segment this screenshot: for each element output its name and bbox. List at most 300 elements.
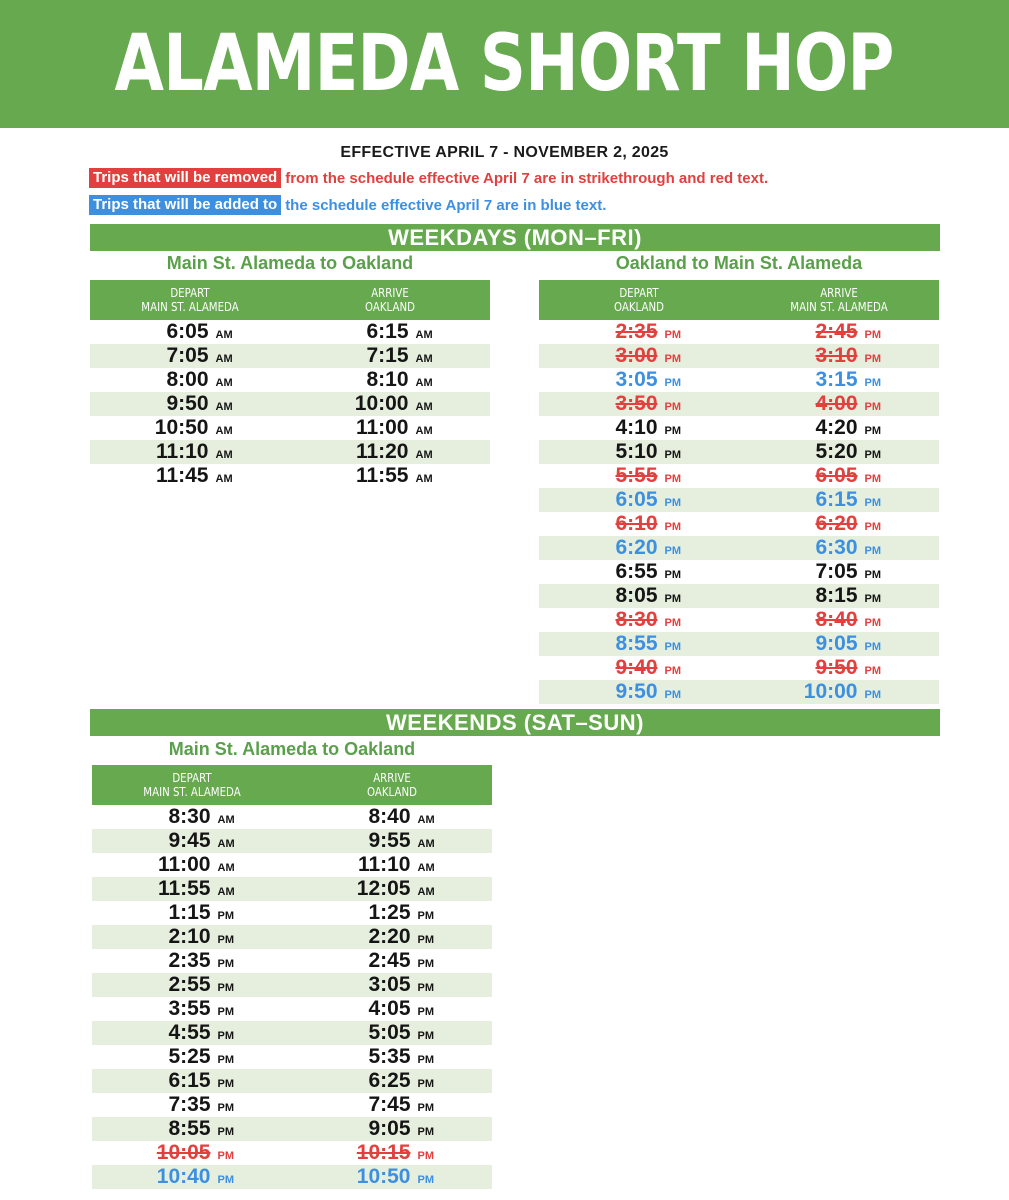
arrive-time-cell: [739, 488, 939, 512]
depart-time-cell: [539, 656, 739, 680]
arrive-meridiem: PM: [417, 1054, 434, 1066]
depart-meridiem: PM: [217, 1078, 234, 1090]
depart-time: 9:45: [168, 829, 211, 852]
arrive-time-cell: [290, 416, 490, 440]
depart-time-cell: [90, 392, 290, 416]
depart-meridiem: AM: [215, 425, 233, 437]
arrive-meridiem: PM: [417, 1174, 434, 1186]
arrive-time-cell: [739, 536, 939, 560]
depart-time: 9:40: [615, 656, 658, 679]
arrive-meridiem: PM: [417, 934, 434, 946]
depart-meridiem: PM: [217, 1030, 234, 1042]
arrive-time: 2:45: [815, 320, 858, 343]
depart-time-cell: [92, 805, 292, 829]
table-body: [539, 320, 939, 704]
column-header-line1: ARRIVE: [371, 286, 409, 300]
arrive-meridiem: PM: [417, 1126, 434, 1138]
depart-meridiem: PM: [664, 353, 681, 365]
depart-meridiem: AM: [217, 838, 235, 850]
arrive-time: 11:20: [355, 440, 409, 463]
depart-meridiem: PM: [664, 377, 681, 389]
column-header-line2: MAIN ST. ALAMEDA: [141, 300, 239, 314]
table-body: [92, 805, 492, 1189]
depart-time-cell: [92, 1021, 292, 1045]
table-row: [539, 440, 939, 464]
depart-time-cell: [539, 464, 739, 488]
column-header-line2: OAKLAND: [614, 300, 664, 314]
arrive-time-cell: [292, 925, 492, 949]
arrive-time-cell: [739, 680, 939, 704]
arrive-time: 4:20: [815, 416, 858, 439]
depart-time-cell: [92, 925, 292, 949]
depart-time: 11:45: [155, 464, 209, 487]
depart-time-cell: [92, 997, 292, 1021]
depart-time-cell: [90, 344, 290, 368]
arrive-time: 10:15: [356, 1141, 411, 1164]
depart-time-cell: [539, 536, 739, 560]
depart-time-cell: [92, 1165, 292, 1189]
column-header-line2: OAKLAND: [367, 785, 417, 799]
page-title: ALAMEDA SHORT HOP: [114, 19, 895, 109]
depart-time: 6:10: [615, 512, 658, 535]
arrive-time: 6:05: [815, 464, 858, 487]
arrive-meridiem: AM: [415, 353, 433, 365]
depart-meridiem: PM: [664, 593, 681, 605]
depart-meridiem: PM: [664, 401, 681, 413]
arrive-meridiem: PM: [864, 497, 881, 509]
arrive-time-cell: [739, 344, 939, 368]
arrive-time: 5:35: [368, 1045, 411, 1068]
depart-time: 4:55: [168, 1021, 211, 1044]
depart-time-cell: [92, 853, 292, 877]
arrive-time: 6:15: [366, 320, 409, 343]
table-row: [539, 680, 939, 704]
depart-time: 11:00: [157, 853, 211, 876]
depart-time-cell: [539, 632, 739, 656]
arrive-time-cell: [290, 344, 490, 368]
depart-column-header: [105, 280, 275, 320]
depart-meridiem: PM: [664, 641, 681, 653]
arrive-time-cell: [290, 464, 490, 488]
arrive-meridiem: AM: [417, 814, 435, 826]
arrive-time-cell: [739, 584, 939, 608]
arrive-time-cell: [292, 1141, 492, 1165]
arrive-time: 1:25: [368, 901, 411, 924]
depart-time-cell: [539, 320, 739, 344]
depart-time-cell: [539, 680, 739, 704]
arrive-meridiem: AM: [417, 838, 435, 850]
arrive-meridiem: PM: [417, 982, 434, 994]
depart-meridiem: PM: [664, 545, 681, 557]
arrive-meridiem: PM: [864, 377, 881, 389]
depart-meridiem: PM: [664, 329, 681, 341]
arrive-time-cell: [292, 901, 492, 925]
depart-time: 2:10: [168, 925, 211, 948]
arrive-time-cell: [292, 1069, 492, 1093]
weekdays-section-header: WEEKDAYS (MON–FRI): [90, 224, 940, 251]
arrive-meridiem: PM: [864, 401, 881, 413]
column-header-line1: DEPART: [619, 286, 659, 300]
depart-time: 11:10: [155, 440, 209, 463]
arrive-time-cell: [739, 632, 939, 656]
effective-dates: EFFECTIVE APRIL 7 - NOVEMBER 2, 2025: [340, 144, 669, 161]
arrive-meridiem: PM: [864, 545, 881, 557]
depart-time-cell: [539, 512, 739, 536]
arrive-meridiem: PM: [864, 617, 881, 629]
depart-time: 7:35: [168, 1093, 211, 1116]
arrive-time: 3:10: [815, 344, 858, 367]
arrive-column-header: [754, 280, 924, 320]
legend-removed-label: Trips that will be removed: [89, 168, 281, 188]
arrive-meridiem: PM: [417, 958, 434, 970]
arrive-time: 11:00: [355, 416, 409, 439]
arrive-meridiem: AM: [415, 425, 433, 437]
arrive-time: 8:15: [815, 584, 858, 607]
table-row: [92, 1117, 492, 1141]
arrive-column-header: [305, 280, 475, 320]
depart-meridiem: AM: [215, 401, 233, 413]
arrive-meridiem: AM: [415, 473, 433, 485]
weekend-to-oakland-direction: Main St. Alameda to Oakland: [168, 739, 416, 759]
table-row: [90, 368, 490, 392]
arrive-time: 4:05: [368, 997, 411, 1020]
arrive-time-cell: [739, 440, 939, 464]
depart-time: 6:05: [615, 488, 658, 511]
column-header-line1: ARRIVE: [373, 771, 411, 785]
depart-time: 2:55: [168, 973, 211, 996]
depart-meridiem: PM: [664, 473, 681, 485]
depart-time-cell: [92, 1045, 292, 1069]
depart-meridiem: AM: [215, 377, 233, 389]
table-row: [539, 656, 939, 680]
arrive-time: 9:50: [815, 656, 858, 679]
depart-time-cell: [90, 464, 290, 488]
depart-time: 11:55: [157, 877, 211, 900]
arrive-meridiem: PM: [417, 1102, 434, 1114]
arrive-time-cell: [290, 368, 490, 392]
table-row: [92, 829, 492, 853]
arrive-meridiem: PM: [864, 569, 881, 581]
depart-time: 1:15: [168, 901, 211, 924]
legend-added-label: Trips that will be added to: [89, 195, 281, 215]
depart-time: 2:35: [615, 320, 658, 343]
depart-meridiem: PM: [664, 689, 681, 701]
column-header-line1: DEPART: [172, 771, 212, 785]
arrive-time-cell: [292, 1021, 492, 1045]
depart-time-cell: [92, 1069, 292, 1093]
column-header-line1: ARRIVE: [820, 286, 858, 300]
table-row: [539, 344, 939, 368]
depart-time: 3:50: [615, 392, 658, 415]
arrive-time-cell: [292, 1045, 492, 1069]
depart-time: 5:25: [168, 1045, 211, 1068]
table-row: [90, 416, 490, 440]
arrive-time: 9:05: [368, 1117, 411, 1140]
table-header: [90, 280, 490, 320]
column-header-line1: DEPART: [170, 286, 210, 300]
table-row: [92, 949, 492, 973]
arrive-time-cell: [739, 608, 939, 632]
table-row: [90, 464, 490, 488]
legend-added: [89, 195, 606, 215]
table-row: [92, 925, 492, 949]
arrive-time: 7:15: [366, 344, 409, 367]
arrive-time: 8:40: [368, 805, 411, 828]
depart-time: 6:20: [615, 536, 658, 559]
arrive-meridiem: AM: [415, 329, 433, 341]
column-header-line2: MAIN ST. ALAMEDA: [790, 300, 888, 314]
arrive-time: 12:05: [356, 877, 411, 900]
depart-time-cell: [539, 560, 739, 584]
depart-time-cell: [539, 416, 739, 440]
table-row: [92, 805, 492, 829]
depart-meridiem: PM: [217, 910, 234, 922]
arrive-meridiem: PM: [417, 1006, 434, 1018]
depart-time: 2:35: [168, 949, 211, 972]
table-row: [539, 416, 939, 440]
table-row: [539, 320, 939, 344]
depart-time-cell: [90, 368, 290, 392]
depart-meridiem: AM: [215, 353, 233, 365]
depart-time: 7:05: [166, 344, 209, 367]
depart-meridiem: PM: [217, 934, 234, 946]
depart-meridiem: AM: [217, 862, 235, 874]
depart-meridiem: PM: [217, 1102, 234, 1114]
arrive-meridiem: PM: [864, 329, 881, 341]
table-body: [90, 320, 490, 488]
table-row: [92, 1141, 492, 1165]
arrive-time-cell: [739, 320, 939, 344]
arrive-time-cell: [290, 440, 490, 464]
arrive-time: 6:20: [815, 512, 858, 535]
depart-meridiem: PM: [217, 1150, 234, 1162]
depart-time: 6:05: [166, 320, 209, 343]
table-row: [92, 1045, 492, 1069]
table-row: [539, 560, 939, 584]
arrive-time: 8:10: [366, 368, 409, 391]
table-header: [539, 280, 939, 320]
arrive-time: 7:45: [368, 1093, 411, 1116]
column-header-line2: MAIN ST. ALAMEDA: [143, 785, 241, 799]
table-row: [539, 488, 939, 512]
weekend-to-oakland-table: [92, 765, 492, 1189]
title-banner: [0, 0, 1009, 128]
arrive-time-cell: [739, 512, 939, 536]
depart-time-cell: [539, 344, 739, 368]
arrive-time: 2:45: [368, 949, 411, 972]
depart-time-cell: [92, 1093, 292, 1117]
depart-meridiem: PM: [664, 665, 681, 677]
depart-time: 8:05: [615, 584, 658, 607]
depart-time-cell: [539, 608, 739, 632]
arrive-meridiem: PM: [864, 425, 881, 437]
table-row: [92, 1093, 492, 1117]
arrive-meridiem: AM: [415, 449, 433, 461]
depart-time: 10:50: [154, 416, 209, 439]
arrive-time: 4:00: [815, 392, 858, 415]
arrive-meridiem: PM: [864, 665, 881, 677]
arrive-meridiem: PM: [417, 910, 434, 922]
depart-time: 4:10: [615, 416, 658, 439]
table-row: [90, 320, 490, 344]
arrive-meridiem: AM: [417, 862, 435, 874]
arrive-meridiem: AM: [417, 886, 435, 898]
arrive-meridiem: PM: [864, 689, 881, 701]
arrive-time-cell: [292, 1117, 492, 1141]
depart-time-cell: [539, 368, 739, 392]
depart-time-cell: [92, 829, 292, 853]
table-row: [539, 464, 939, 488]
depart-meridiem: PM: [664, 521, 681, 533]
arrive-time: 5:05: [368, 1021, 411, 1044]
table-row: [539, 392, 939, 416]
depart-meridiem: PM: [217, 1174, 234, 1186]
arrive-time: 5:20: [815, 440, 858, 463]
column-header-line2: OAKLAND: [365, 300, 415, 314]
table-row: [539, 608, 939, 632]
arrive-time: 9:55: [368, 829, 411, 852]
table-row: [539, 584, 939, 608]
depart-time-cell: [92, 901, 292, 925]
arrive-time: 10:00: [803, 680, 858, 703]
weekends-section-header: WEEKENDS (SAT–SUN): [90, 709, 940, 736]
depart-time: 3:55: [168, 997, 211, 1020]
depart-meridiem: AM: [217, 814, 235, 826]
arrive-time-cell: [292, 853, 492, 877]
depart-meridiem: PM: [217, 958, 234, 970]
depart-time: 8:55: [168, 1117, 211, 1140]
depart-time-cell: [92, 1117, 292, 1141]
depart-time: 3:00: [615, 344, 658, 367]
arrive-meridiem: PM: [864, 353, 881, 365]
table-row: [92, 997, 492, 1021]
arrive-time-cell: [292, 1093, 492, 1117]
legend-removed-text: from the schedule effective April 7 are in strikethrough and red text.: [285, 169, 769, 187]
table-row: [539, 632, 939, 656]
arrive-time: 6:25: [368, 1069, 411, 1092]
weekday-to-alameda-table: [539, 280, 939, 704]
depart-time: 3:05: [615, 368, 658, 391]
arrive-time: 3:15: [815, 368, 858, 391]
arrive-time-cell: [739, 416, 939, 440]
arrive-time: 2:20: [368, 925, 411, 948]
arrive-time-cell: [739, 656, 939, 680]
weekday-to-alameda-direction: Oakland to Main St. Alameda: [615, 253, 863, 273]
table-row: [92, 973, 492, 997]
arrive-time: 8:40: [815, 608, 858, 631]
arrive-time: 7:05: [815, 560, 858, 583]
table-row: [92, 901, 492, 925]
arrive-time: 6:15: [815, 488, 858, 511]
depart-time: 5:55: [615, 464, 658, 487]
table-row: [92, 1069, 492, 1093]
depart-column-header: [554, 280, 724, 320]
depart-meridiem: AM: [217, 886, 235, 898]
depart-time: 10:40: [156, 1165, 211, 1188]
depart-meridiem: PM: [664, 425, 681, 437]
depart-time: 8:30: [615, 608, 658, 631]
depart-time-cell: [539, 392, 739, 416]
arrive-time: 3:05: [368, 973, 411, 996]
depart-time: 10:05: [156, 1141, 211, 1164]
depart-time-cell: [90, 320, 290, 344]
depart-meridiem: PM: [217, 982, 234, 994]
depart-time: 5:10: [615, 440, 658, 463]
arrive-meridiem: PM: [417, 1078, 434, 1090]
depart-meridiem: PM: [664, 569, 681, 581]
table-row: [92, 1165, 492, 1189]
table-row: [90, 392, 490, 416]
depart-time-cell: [539, 584, 739, 608]
table-row: [539, 368, 939, 392]
arrive-time: 6:30: [815, 536, 858, 559]
table-header: [92, 765, 492, 805]
depart-time-cell: [539, 440, 739, 464]
table-row: [90, 344, 490, 368]
depart-time-cell: [92, 1141, 292, 1165]
depart-meridiem: PM: [664, 449, 681, 461]
depart-meridiem: PM: [217, 1054, 234, 1066]
arrive-time: 9:05: [815, 632, 858, 655]
arrive-meridiem: PM: [864, 641, 881, 653]
arrive-time-cell: [290, 392, 490, 416]
arrive-meridiem: PM: [864, 449, 881, 461]
weekday-to-oakland-direction: Main St. Alameda to Oakland: [166, 253, 414, 273]
depart-meridiem: PM: [664, 497, 681, 509]
arrive-time-cell: [292, 997, 492, 1021]
depart-column-header: [107, 765, 277, 805]
depart-time: 8:55: [615, 632, 658, 655]
legend-removed: [89, 168, 768, 188]
depart-time: 9:50: [166, 392, 209, 415]
arrive-time: 11:10: [357, 853, 411, 876]
depart-time-cell: [92, 949, 292, 973]
arrive-meridiem: PM: [864, 593, 881, 605]
depart-meridiem: PM: [217, 1126, 234, 1138]
arrive-time-cell: [292, 973, 492, 997]
table-row: [92, 1021, 492, 1045]
depart-time-cell: [539, 488, 739, 512]
depart-meridiem: AM: [215, 329, 233, 341]
arrive-time-cell: [290, 320, 490, 344]
depart-time-cell: [92, 973, 292, 997]
depart-meridiem: PM: [217, 1006, 234, 1018]
depart-time: 8:30: [168, 805, 211, 828]
arrive-time: 10:50: [356, 1165, 411, 1188]
depart-time: 8:00: [166, 368, 209, 391]
arrive-meridiem: PM: [417, 1150, 434, 1162]
depart-time: 6:55: [615, 560, 658, 583]
arrive-time-cell: [292, 1165, 492, 1189]
arrive-time-cell: [292, 829, 492, 853]
arrive-column-header: [307, 765, 477, 805]
arrive-time-cell: [739, 464, 939, 488]
table-row: [92, 877, 492, 901]
arrive-meridiem: PM: [864, 521, 881, 533]
arrive-time-cell: [292, 949, 492, 973]
depart-time-cell: [90, 416, 290, 440]
depart-time-cell: [90, 440, 290, 464]
arrive-meridiem: PM: [864, 473, 881, 485]
arrive-time-cell: [739, 560, 939, 584]
depart-meridiem: AM: [215, 449, 233, 461]
arrive-meridiem: PM: [417, 1030, 434, 1042]
arrive-meridiem: AM: [415, 401, 433, 413]
table-row: [90, 440, 490, 464]
arrive-meridiem: AM: [415, 377, 433, 389]
arrive-time-cell: [739, 368, 939, 392]
arrive-time-cell: [292, 877, 492, 901]
